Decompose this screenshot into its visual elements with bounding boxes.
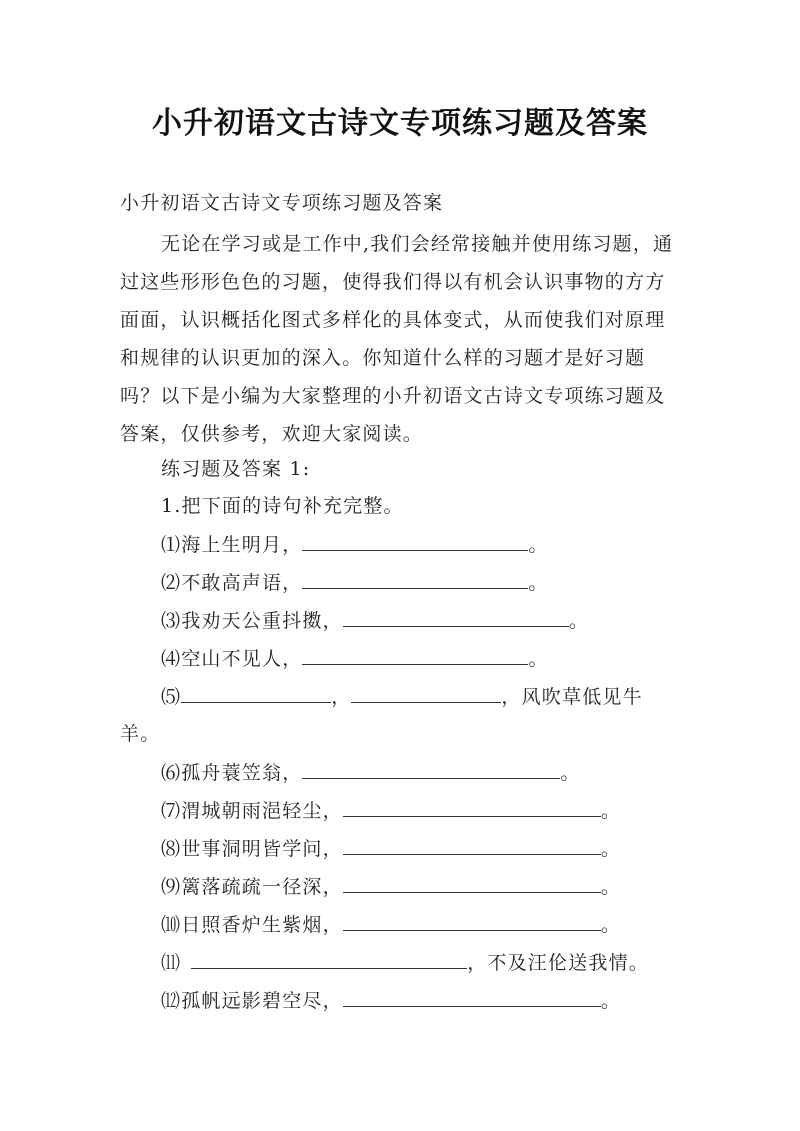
item-text: 我劝天公重抖擞， [181,610,343,632]
list-item [161,988,621,1013]
answer-blank[interactable] [181,684,331,703]
answer-blank[interactable] [343,912,601,931]
list-item [161,760,581,785]
item-number: ⑴ [161,534,182,556]
item-number: ⑸ [161,686,182,708]
item-end: 。 [568,610,590,632]
item-text: 孤帆远影碧空尽， [181,990,343,1012]
list-item [161,570,549,595]
item-number: ⑵ [161,572,182,594]
item-end: 。 [600,800,622,822]
item-text: 世事洞明皆学问， [181,838,343,860]
item-end: 。 [560,762,581,784]
item-text: 不敢高声语， [181,572,303,594]
item-text: 渭城朝雨浥轻尘， [181,800,343,822]
item-end: 。 [600,914,622,936]
list-item [161,608,589,633]
answer-blank[interactable] [302,760,560,779]
item-number: ⑽ [161,914,182,936]
list-item [161,874,621,899]
item-end: 。 [600,838,622,860]
intro-paragraph: 无论在学习或是工作中,我们会经常接触并使用练习题，通过这些形形色色的习题，使得我们得以有机会认识事物的方方面面，认识概括化图式多样化的具体变式，从而使我们对原理和规律的认识更加的深入。你知道什么样的习题才是好习题吗？以下是小编为大家整理的小升初语文古诗文专项练习题及答案，仅供参考，欢迎大家阅读。 [120,233,674,445]
item-number: ⑿ [161,990,182,1012]
item-end: 。 [600,990,622,1012]
list-item [161,646,549,671]
answer-blank[interactable] [351,684,501,703]
item-end: ，风吹草低见牛 [501,686,643,708]
item-text: 孤舟蓑笠翁， [181,762,303,784]
item-end: 。 [528,648,549,670]
document-subtitle: 小升初语文古诗文专项练习题及答案 [120,192,444,214]
answer-blank[interactable] [302,532,528,551]
list-item [161,912,621,937]
document-title: 小升初语文古诗文专项练习题及答案 [152,106,648,141]
item-number: ⑷ [161,648,182,670]
item-number: ⑻ [161,838,182,860]
item-text: 空山不见人， [181,648,303,670]
item-end: ，不及汪伦送我情。 [467,952,650,974]
answer-blank[interactable] [343,608,569,627]
answer-blank[interactable] [343,798,601,817]
item-number: ⑹ [161,762,182,784]
item-separator: ， [331,686,352,708]
list-item [161,684,643,709]
item-text: 日照香炉生紫烟， [181,914,343,936]
list-item [161,798,621,823]
item-end: 。 [528,572,549,594]
item-text: 海上生明月， [181,534,303,556]
question-heading: 1.把下面的诗句补充完整。 [161,495,404,517]
answer-blank[interactable] [343,874,601,893]
section-heading: 练习题及答案 1: [161,458,311,480]
list-item [161,950,649,975]
item-number: ⑼ [161,876,182,898]
list-item [161,836,621,861]
item-number: ⑺ [161,800,182,822]
answer-blank[interactable] [191,950,467,969]
item-number: ⑾ [161,952,182,974]
answer-blank[interactable] [343,988,601,1007]
answer-blank[interactable] [302,570,528,589]
list-item-continuation: 羊。 [120,723,161,745]
answer-blank[interactable] [343,836,601,855]
item-number: ⑶ [161,610,182,632]
item-text: 篱落疏疏一径深， [181,876,343,898]
answer-blank[interactable] [302,646,528,665]
item-end: 。 [528,534,549,556]
list-item [161,532,549,557]
item-end: 。 [600,876,622,898]
